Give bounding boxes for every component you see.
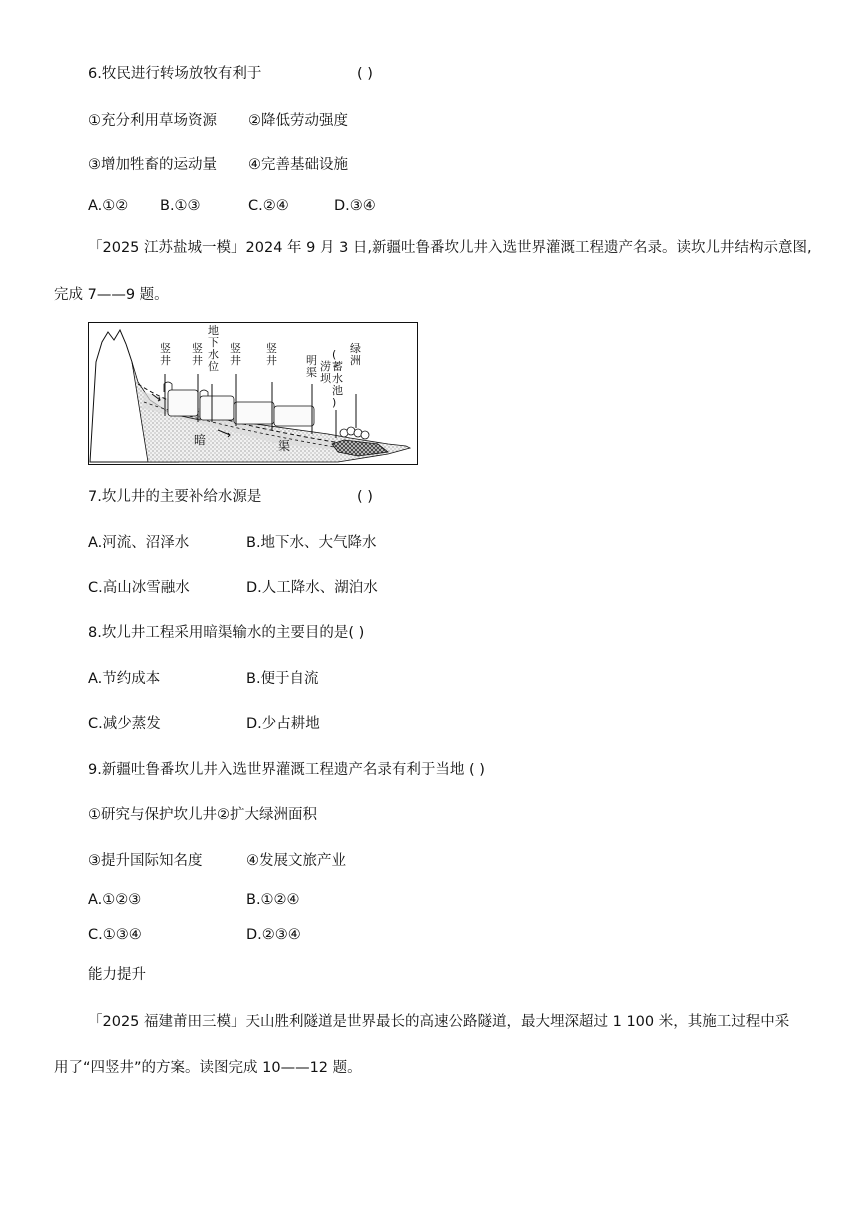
shaft-spoil-mound: [234, 402, 274, 424]
intro-text: 2024 年 9 月 3 日,新疆吐鲁番坎儿井入选世界灌溉工程遗产名录。读坎儿井结构示意图,: [245, 240, 812, 256]
svg-text:绿洲: 绿洲: [350, 342, 361, 367]
option-a: A.节约成本: [88, 671, 161, 687]
source-tag: 「2025 江苏盐城一模」: [88, 240, 246, 256]
option-d: D.③④: [334, 198, 376, 214]
svg-text:地下水位: 地下水位: [208, 324, 219, 373]
svg-text:竖井: 竖井: [266, 342, 277, 367]
intro-2: [88, 1012, 789, 1032]
label-oasis: [350, 342, 361, 367]
option-c: C.减少蒸发: [88, 716, 161, 732]
section-heading: 能力提升: [88, 967, 146, 983]
option-b: B.①②④: [246, 892, 300, 908]
shaft-spoil-mound: [274, 406, 314, 426]
option-a: A.河流、沼泽水: [88, 535, 190, 551]
label-shaft-3: [230, 341, 241, 367]
option-d: D.人工降水、湖泊水: [246, 580, 378, 596]
answer-paren: ( ): [357, 66, 373, 82]
question-9-stem: 9.新疆吐鲁番坎儿井入选世界灌溉工程遗产名录有利于当地 ( ): [88, 762, 485, 778]
item-3: ③增加牲畜的运动量: [88, 157, 217, 173]
item-1: ①充分利用草场资源: [88, 113, 217, 129]
label-shaft-2: [192, 341, 203, 367]
answer-paren: ( ): [357, 489, 373, 505]
option-c: C.②④: [248, 198, 289, 214]
shaft-spoil-mound: [200, 396, 234, 420]
option-d: D.②③④: [246, 927, 301, 943]
source-tag: 「2025 福建莆田三模」: [88, 1014, 246, 1030]
shaft-spoil-mound: [168, 390, 198, 416]
label-open-canal: [306, 354, 317, 379]
karez-structure-diagram: [88, 322, 418, 465]
intro-1-line-2: 完成 7——9 题。: [54, 287, 169, 303]
label-shaft-4: [266, 341, 277, 367]
item-1-2: ①研究与保护坎儿井②扩大绿洲面积: [88, 807, 317, 823]
svg-text:涝坝(蓄水池): 涝坝(蓄水池): [320, 348, 343, 409]
item-2: ②降低劳动强度: [248, 113, 348, 129]
svg-text:明渠: 明渠: [306, 354, 317, 379]
oasis-tree: [361, 431, 369, 439]
question-8-stem: 8.坎儿井工程采用暗渠输水的主要目的是( ): [88, 625, 365, 641]
item-3: ③提升国际知名度: [88, 853, 203, 869]
option-b: B.地下水、大气降水: [246, 535, 377, 551]
option-c: C.①③④: [88, 927, 142, 943]
label-shaft-1: [160, 341, 171, 367]
svg-text:竖井: 竖井: [192, 342, 203, 367]
label-hidden-canal-1: 暗: [194, 433, 207, 447]
option-b: B.便于自流: [246, 671, 319, 687]
intro-1: [88, 238, 812, 258]
item-4: ④发展文旅产业: [246, 853, 346, 869]
option-c: C.高山冰雪融水: [88, 580, 190, 596]
question-7-stem: 7.坎儿井的主要补给水源是: [88, 489, 262, 505]
option-d: D.少占耕地: [246, 716, 320, 732]
label-water-table: [208, 323, 219, 373]
question-6-stem: 6.牧民进行转场放牧有利于: [88, 66, 262, 82]
item-4: ④完善基础设施: [248, 157, 348, 173]
intro-2-line-2: 用了“四竖井”的方案。读图完成 10——12 题。: [54, 1060, 362, 1076]
svg-text:竖井: 竖井: [230, 342, 241, 367]
option-a: A.①②③: [88, 892, 142, 908]
option-a: A.①②: [88, 198, 129, 214]
label-hidden-canal-2: 渠: [278, 439, 291, 453]
svg-text:竖井: 竖井: [160, 342, 171, 367]
option-b: B.①③: [160, 198, 201, 214]
intro-text: 天山胜利隧道是世界最长的高速公路隧道，最大埋深超过 1 100 米，其施工过程中采: [245, 1014, 790, 1030]
